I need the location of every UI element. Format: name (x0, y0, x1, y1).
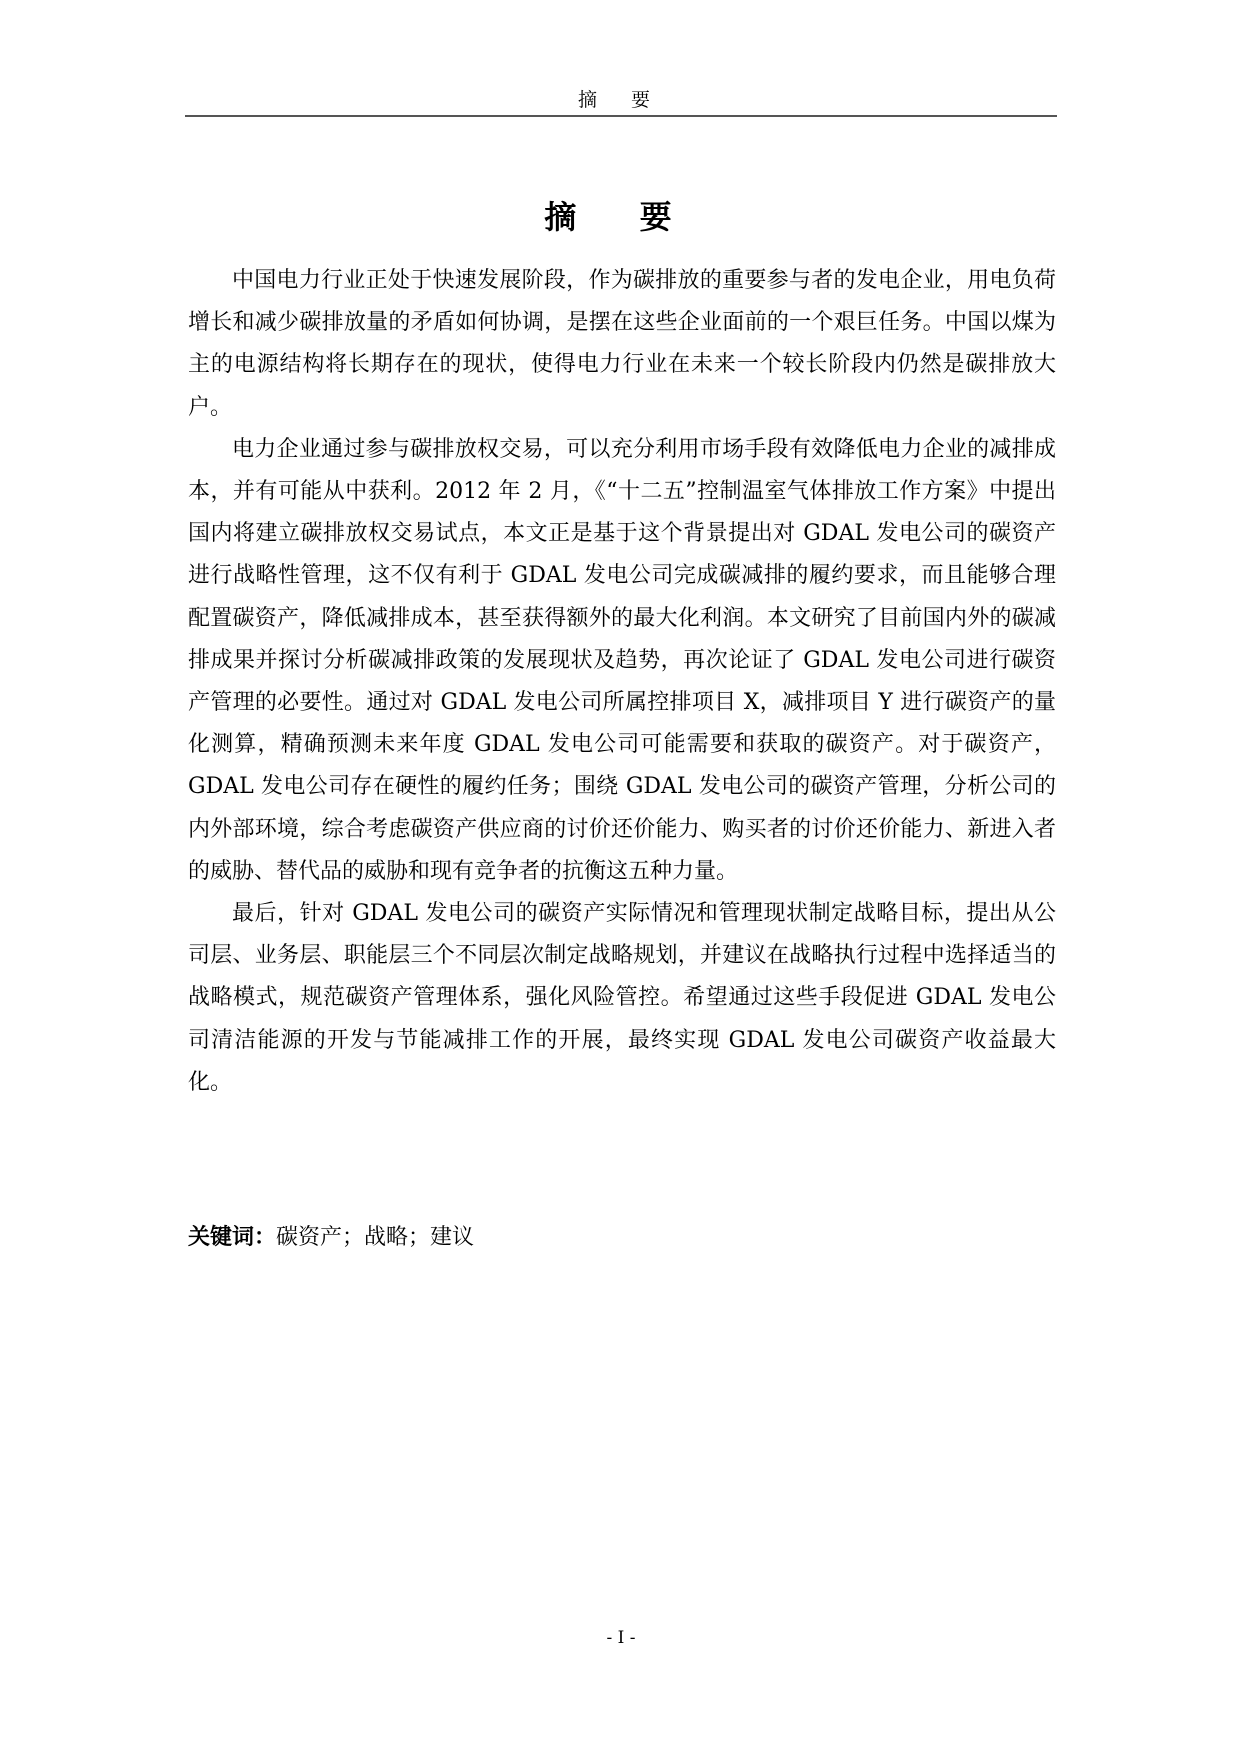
page-title: 摘 要 (544, 198, 698, 236)
abstract-paragraph-3: 最后，针对 GDAL 发电公司的碳资产实际情况和管理现状制定战略目标，提出从公司层、业务层、职能层三个不同层次制定战略规划，并建议在战略执行过程中选择适当的战略模式，规范碳资产管理体系，强化风险管控。希望通过这些手段促进 GDAL 发电公司清洁能源的开发与节能减排工作的开展，最终实现 GDAL 发电公司碳资产收益最大化。 (188, 901, 1056, 1095)
keywords-line (188, 1222, 474, 1254)
header-divider (185, 115, 1057, 117)
page-number: - I - (606, 1628, 636, 1648)
running-header: 摘 要 (577, 89, 665, 111)
abstract-paragraph-2: 电力企业通过参与碳排放权交易，可以充分利用市场手段有效降低电力企业的减排成本，并有可能从中获利。2012 年 2 月，《“十二五”控制温室气体排放工作方案》中提出国内将建立碳排放权交易试点，本文正是基于这个背景提出对 GDAL 发电公司的碳资产进行战略性管理，这不仅有利于 GDAL 发电公司完成碳减排的履约要求，而且能够合理配置碳资产，降低减排成本，甚至获得额外的最大化利润。本文研究了目前国内外的碳减排成果并探讨分析碳减排政策的发展现状及趋势，再次论证了 GDAL 发电公司进行碳资产管理的必要性。通过对 GDAL 发电公司所属控排项目 X，减排项目 Y 进行碳资产的量化测算，精确预测未来年度 GDAL 发电公司可能需要和获取的碳资产。对于碳资产，GDAL 发电公司存在硬性的履约任务；围绕 GDAL 发电公司的碳资产管理，分析公司的内外部环境，综合考虑碳资产供应商的讨价还价能力、购买者的讨价还价能力、新进入者的威胁、替代品的威胁和现有竞争者的抗衡这五种力量。 (188, 436, 1056, 884)
keywords-label: 关键词： (188, 1225, 277, 1250)
abstract-body (188, 260, 1056, 1104)
abstract-paragraph-1: 中国电力行业正处于快速发展阶段，作为碳排放的重要参与者的发电企业，用电负荷增长和减少碳排放量的矛盾如何协调，是摆在这些企业面前的一个艰巨任务。中国以煤为主的电源结构将长期存在的现状，使得电力行业在未来一个较长阶段内仍然是碳排放大户。 (188, 268, 1056, 420)
keywords-value: 碳资产；战略；建议 (276, 1225, 475, 1250)
